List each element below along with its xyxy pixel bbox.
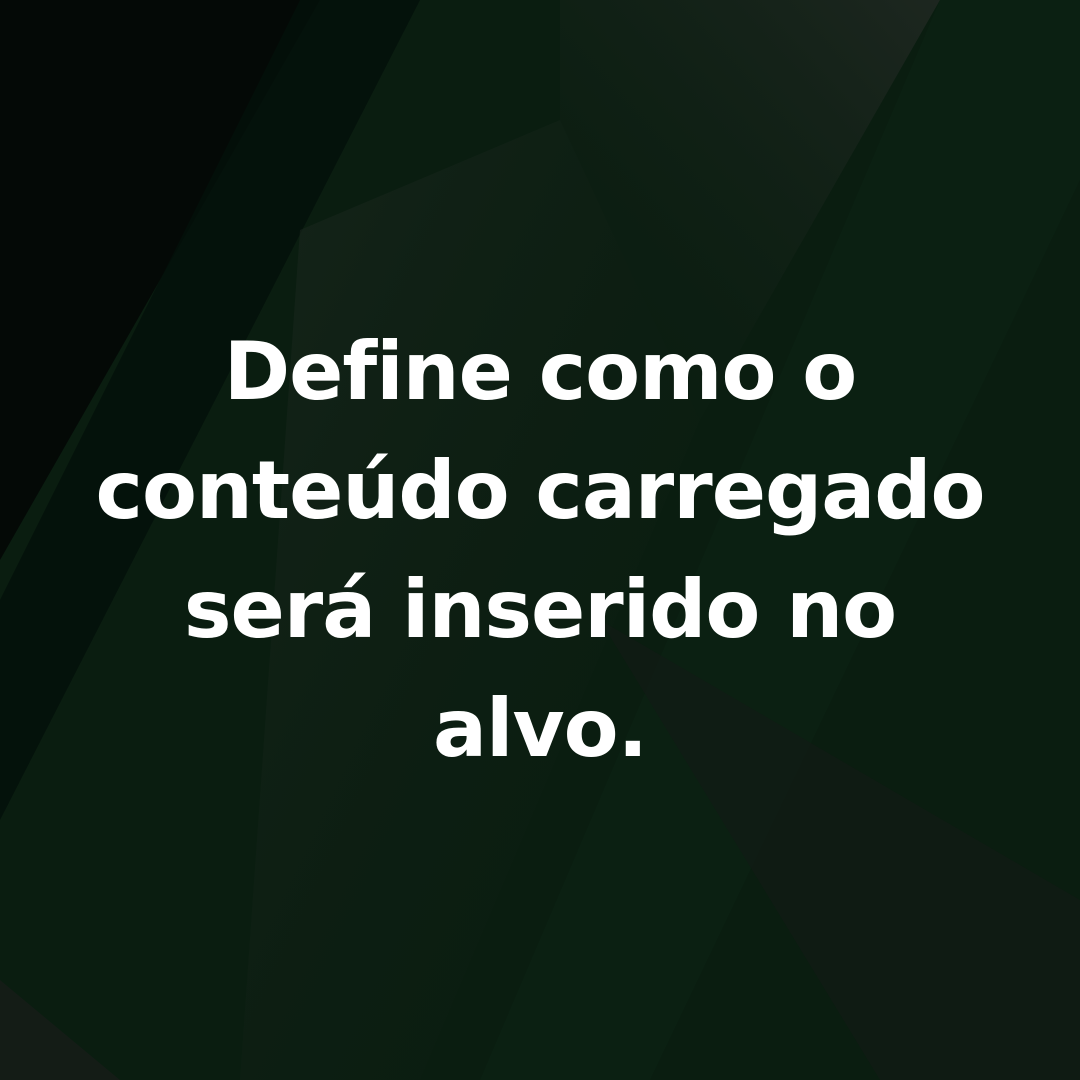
caption-line: alvo. bbox=[433, 682, 647, 775]
caption-text bbox=[60, 312, 1020, 788]
caption-line: Define como o bbox=[223, 325, 857, 418]
caption-line: conteúdo carregado bbox=[95, 444, 985, 537]
caption-line: será inserido no bbox=[183, 563, 897, 656]
